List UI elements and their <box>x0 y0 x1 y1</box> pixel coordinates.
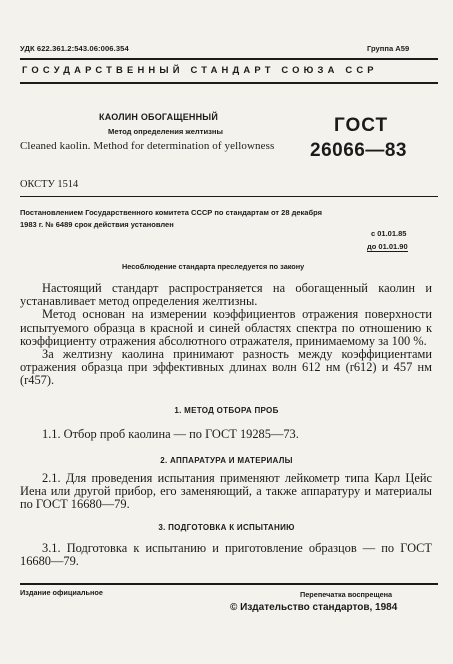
udk-code: УДК 622.361.2:543.06:006.354 <box>20 44 129 53</box>
section-text: 2.1. Для проведения испытания применяют лейкометр типа Карл Цейс Иена или другой прибор, его заменяющий, а также аппаратуру и материалы по ГОСТ 16680—79. <box>20 471 432 512</box>
okstu-rule <box>20 196 438 197</box>
gost-label: ГОСТ <box>334 115 389 136</box>
decree-line-2: 1983 г. № 6489 срок действия установлен <box>20 220 174 229</box>
decree-line-1: Постановлением Государственного комитета СССР по стандартам от 28 декабря <box>20 208 322 217</box>
validity-from: с 01.01.85 <box>371 229 407 238</box>
org-heading: ГОСУДАРСТВЕННЫЙ СТАНДАРТ СОЮЗА ССР <box>22 64 378 75</box>
section-text: 1.1. Отбор проб каолина — по ГОСТ 19285—73. <box>42 427 299 441</box>
validity-to: до 01.01.90 <box>367 242 408 251</box>
document-title-en: Cleaned kaolin. Method for determination of yellowness <box>20 140 275 152</box>
gost-number: 26066—83 <box>310 140 407 161</box>
section-text: 3.1. Подготовка к испытанию и приготовление образцов — по ГОСТ 16680—79. <box>20 541 432 569</box>
official-edition: Издание официальное <box>20 588 103 597</box>
document-subtitle-ru: Метод определения желтизны <box>108 127 223 136</box>
section-heading-1: 1. МЕТОД ОТБОРА ПРОБ <box>174 406 279 415</box>
section-body-3 <box>20 542 432 568</box>
intro-paragraph: Метод основан на измерении коэффициентов отражения поверхности испытуемого образца в красной и синей областях спектра по отношению к коэффициенту отражения абсолютного отражателя, принимаемому за 100 %. <box>20 307 432 348</box>
section-heading-3: 3. ПОДГОТОВКА К ИСПЫТАНИЮ <box>158 523 295 532</box>
intro-paragraphs <box>20 282 432 388</box>
section-body-2 <box>20 472 432 512</box>
publisher-copyright: © Издательство стандартов, 1984 <box>230 602 398 613</box>
header-rule-top <box>20 58 438 60</box>
legal-warning: Несоблюдение стандарта преследуется по закону <box>122 262 305 271</box>
reprint-forbidden: Перепечатка воспрещена <box>300 590 393 599</box>
section-heading-2: 2. АППАРАТУРА И МАТЕРИАЛЫ <box>160 456 293 465</box>
okstu-code: ОКСТУ 1514 <box>20 179 79 190</box>
group-code: Группа А59 <box>367 44 410 53</box>
section-body-1 <box>20 428 432 441</box>
document-title-ru: КАОЛИН ОБОГАЩЕННЫЙ <box>99 112 218 122</box>
intro-paragraph: Настоящий стандарт распространяется на обогащенный каолин и устанавливает метод определения желтизны. <box>20 281 432 309</box>
footer-rule <box>20 583 438 585</box>
header-rule-bottom <box>20 82 438 84</box>
intro-paragraph: За желтизну каолина принимают разность между коэффициентами отражения образца при эффективных длинах волн 612 нм (r612) и 457 нм (r457). <box>20 347 432 388</box>
